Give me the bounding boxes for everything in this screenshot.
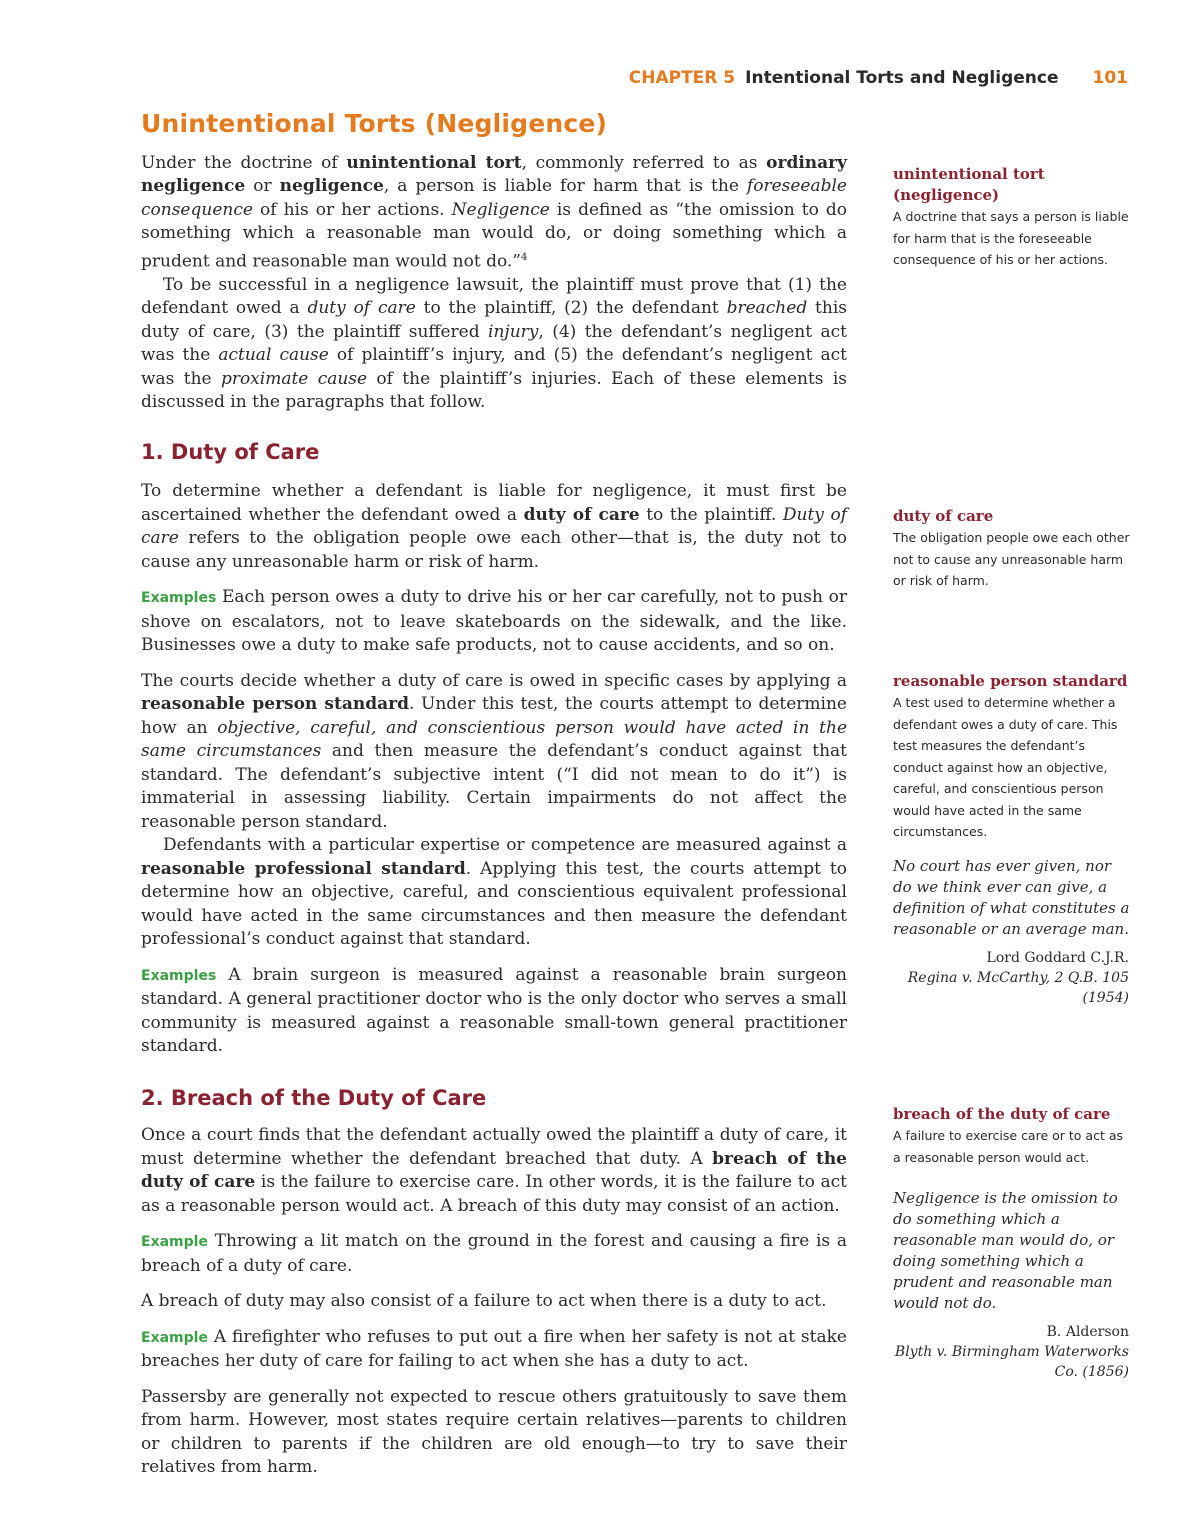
margin-quote-alderson: [893, 1188, 1133, 1382]
quote-text: No court has ever given, nor do we think ever can give, a definition of what constitutes a reasonable or an average man.: [893, 857, 1130, 938]
chapter-label: CHAPTER 5: [628, 68, 736, 88]
paragraph-passersby: Passersby are generally not expected to rescue others gratuitously to save them from harm. However, most states require certain relatives—parents to children or children to parents if the children are old enough—to try to save their relatives from harm.: [141, 1386, 847, 1478]
section-title: Unintentional Torts (Negligence): [141, 109, 608, 138]
margin-definition-text: A test used to determine whether a defendant owes a duty of care. This test measures the defendant’s conduct against how an objective, careful, and conscientious person would have acted in the same circumstances.: [893, 695, 1118, 839]
paragraph-breach-example-action: Example Throwing a lit match on the ground in the forest and causing a fire is a breach of a duty of care.: [141, 1231, 847, 1276]
margin-term: duty of care: [893, 507, 994, 525]
margin-definition-text: A doctrine that says a person is liable for harm that is the foreseeable consequence of his or her actions.: [893, 209, 1129, 267]
running-head: [629, 68, 1128, 88]
margin-term: breach of the duty of care: [893, 1105, 1111, 1123]
margin-definition-breach: [893, 1104, 1133, 1168]
paragraph-negligence-intro: Under the doctrine of unintentional tort, commonly referred to as ordinary negligence or negligence, a person is liable for harm that is the foreseeable consequence of his or her actions. Negligence is defined as “the omission to do something which a reasonable man would do, or doing something which a prudent and reasonable man would not do.”$^4$: [141, 152, 848, 272]
examples-label: Examples: [141, 967, 217, 984]
margin-definition-unintentional-tort: [893, 164, 1133, 271]
quote-citation: Regina v. McCarthy, 2 Q.B. 105 (1954): [907, 970, 1129, 1006]
margin-definition-text: A failure to exercise care or to act as a reasonable person would act.: [893, 1128, 1123, 1165]
margin-term: reasonable person standard: [893, 672, 1128, 690]
paragraph-elements: To be successful in a negligence lawsuit, the plaintiff must prove that (1) the defendant owed a duty of care to the plaintiff, (2) the defendant breached this duty of care, (3) the plaintiff suffered injury, (4) the defendant’s negligent act was the actual cause of plaintiff’s injury, and (5) the defendant’s negligent act was the proximate cause of the plaintiff’s injuries. Each of these elements is discussed in the paragraphs that follow.: [141, 274, 848, 413]
quote-text: Negligence is the omission to do something which a reasonable man would do, or doing something which a prudent and reasonable man would not do.: [893, 1189, 1118, 1312]
margin-definition-text: The obligation people owe each other not to cause any unreasonable harm or risk of harm.: [893, 530, 1130, 588]
margin-quote-goddard: [893, 856, 1133, 1008]
paragraph-breach-failure-to-act: A breach of duty may also consist of a failure to act when there is a duty to act.: [141, 1291, 827, 1312]
page-number: 101: [1092, 68, 1128, 88]
example-label: Example: [141, 1234, 208, 1251]
margin-term: unintentional tort (negligence): [893, 165, 1045, 204]
main-column: [141, 109, 848, 1480]
quote-author: B. Alderson: [1046, 1324, 1129, 1340]
margin-definition-duty-of-care: [893, 506, 1133, 592]
quote-citation: Blyth v. Birmingham Waterworks Co. (1856): [894, 1344, 1129, 1380]
margin-definition-reasonable-person: [893, 671, 1133, 843]
heading-duty-of-care: 1. Duty of Care: [141, 439, 320, 464]
quote-author: Lord Goddard C.J.R.: [986, 950, 1129, 966]
paragraph-breach-intro: Once a court finds that the defendant actually owed the plaintiff a duty of care, it must determine whether the defendant breached that duty. A breach of the duty of care is the failure to exercise care. In other words, it is the failure to act as a reasonable person would act. A breach of this duty may consist of an action.: [141, 1125, 847, 1216]
heading-breach-of-duty: 2. Breach of the Duty of Care: [141, 1085, 487, 1110]
examples-label: Examples: [141, 590, 217, 607]
chapter-title: Intentional Torts and Negligence: [745, 68, 1059, 88]
footnote-ref[interactable]: 4: [521, 251, 528, 263]
paragraph-reasonable-person: The courts decide whether a duty of care is owed in specific cases by applying a reasonable person standard. Under this test, the courts attempt to determine how an objective, careful, and conscientious person would have acted in the same circumstances and then measure the defendant’s conduct against that standard. The defendant’s subjective intent (“I did not mean to do it”) is immaterial in assessing liability. Certain impairments do not affect the reasonable person standard.: [141, 670, 847, 832]
paragraph-reasonable-professional: Defendants with a particular expertise or competence are measured against a reasonable professional standard. Applying this test, the courts attempt to determine how an objective, careful, and conscientious equivalent professional would have acted in the same circumstances and then measure the defendant professional’s conduct against that standard.: [141, 835, 847, 950]
paragraph-duty-intro: To determine whether a defendant is liable for negligence, it must first be ascertained whether the defendant owed a duty of care to the plaintiff. Duty of care refers to the obligation people owe each other—that is, the duty not to cause any unreasonable harm or risk of harm.: [141, 481, 847, 572]
example-label: Example: [141, 1329, 208, 1346]
paragraph-professional-examples: Examples A brain surgeon is measured against a reasonable brain surgeon standard. A general practitioner doctor who is the only doctor who serves a small community is measured against a reasonable small-town general practitioner standard.: [141, 964, 847, 1057]
paragraph-duty-examples: Examples Each person owes a duty to drive his or her car carefully, not to push or shove on escalators, not to leave skateboards on the sidewalk, and the like. Businesses owe a duty to make safe products, not to cause accidents, and so on.: [141, 587, 847, 656]
paragraph-breach-example-firefighter: Example A firefighter who refuses to put out a fire when her safety is not at stake breaches her duty of care for failing to act when she has a duty to act.: [141, 1326, 847, 1372]
